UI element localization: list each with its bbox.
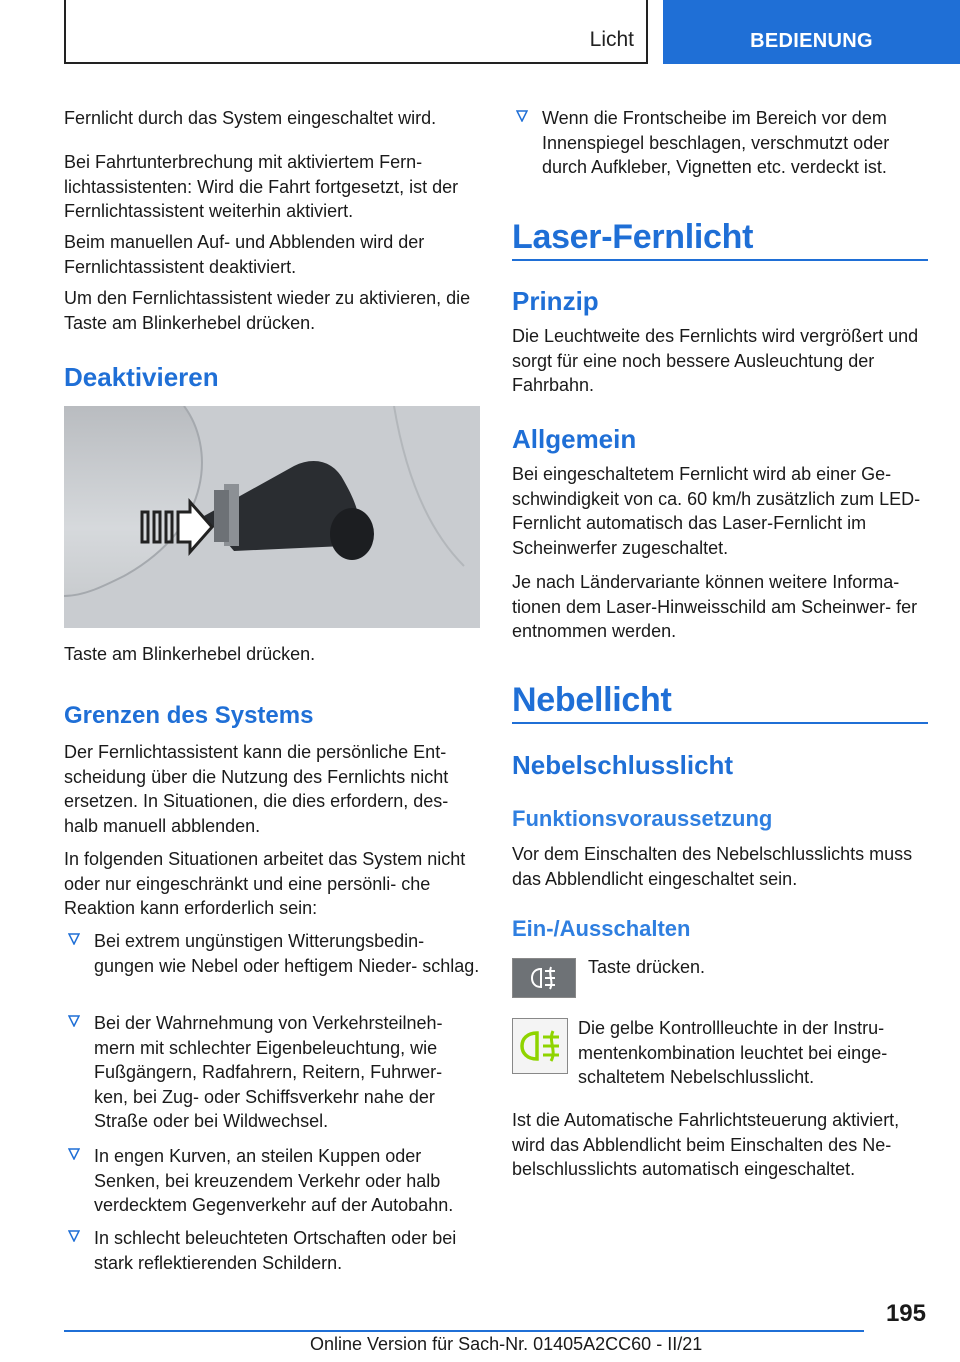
paragraph: Bei eingeschaltetem Fernlicht wird ab einer Ge- schwindigkeit von ca. 60 km/h zusätzlich zum LED-Fernlicht automatisch das Laser-Fernlicht im Scheinwerfer zugeschaltet. xyxy=(512,464,921,558)
bullet-triangle-icon xyxy=(68,933,80,945)
paragraph: Vor dem Einschalten des Nebelschlusslichts muss das Abblendlicht eingeschaltet sein. xyxy=(512,844,913,889)
heading-ein-ausschalten: Ein-/Ausschalten xyxy=(512,916,691,941)
heading-prinzip: Prinzip xyxy=(512,286,599,316)
heading-laser-fernlicht: Laser-Fernlicht xyxy=(512,218,754,256)
footer-online-version: Online Version für Sach-Nr. 01405A2CC60 - II/21 xyxy=(310,1334,703,1354)
bullet-triangle-icon xyxy=(68,1148,80,1160)
list-item-text: Bei extrem ungünstigen Witterungsbedin- gungen wie Nebel oder heftigem Nieder- schlag. xyxy=(94,931,480,976)
list-item-text: Wenn die Frontscheibe im Bereich vor dem Innenspiegel beschlagen, verschmutzt oder durch Aufkleber, Vignetten etc. verdeckt ist. xyxy=(542,108,890,177)
heading-rule xyxy=(512,722,928,724)
heading-allgemein: Allgemein xyxy=(512,424,637,454)
paragraph: Die gelbe Kontrollleuchte in der Instru- mentenkombination leuchtet bei einge- schaltetem Nebelschlusslicht. xyxy=(578,1018,888,1087)
paragraph: Um den Fernlichtassistent wieder zu aktivieren, die Taste am Blinkerhebel drücken. xyxy=(64,288,471,333)
list-item-text: In engen Kurven, an steilen Kuppen oder Senken, bei kreuzendem Verkehr oder halb verdecktem Gegenverkehr auf der Autobahn. xyxy=(94,1146,454,1215)
bullet-triangle-icon xyxy=(68,1015,80,1027)
heading-nebelschlusslicht: Nebelschlusslicht xyxy=(512,750,734,780)
list-item-text: Bei der Wahrnehmung von Verkehrsteilneh- mern mit schlechter Eigenbeleuchtung, wie Fußgängern, Radfahrern, Reitern, Fuhrwer- ken, bei Zug- oder Schiffsverkehr nahe der Straße oder bei Wildwechsel. xyxy=(94,1013,443,1131)
fog-indicator-icon xyxy=(512,1018,568,1074)
bullet-triangle-icon xyxy=(68,1230,80,1242)
lever-drawing xyxy=(64,406,480,628)
paragraph: Beim manuellen Auf- und Abblenden wird der Fernlichtassistent deaktiviert. xyxy=(64,232,425,277)
paragraph: Fernlicht durch das System eingeschaltet wird. xyxy=(64,108,437,128)
list-item-text: In schlecht beleuchteten Ortschaften oder bei stark reflektierenden Schildern. xyxy=(94,1228,457,1273)
heading-rule xyxy=(512,259,928,261)
paragraph: Bei Fahrtunterbrechung mit aktiviertem Fern- lichtassistenten: Wird die Fahrt fortgesetzt, ist der Fernlichtassistent weiterhin aktiviert. xyxy=(64,152,459,221)
list-item xyxy=(64,1011,480,1134)
paragraph: In folgenden Situationen arbeitet das System nicht oder nur eingeschränkt und eine persönli- che Reaktion kann erforderlich sein: xyxy=(64,849,466,918)
heading-nebellicht: Nebellicht xyxy=(512,681,672,719)
list-item xyxy=(512,106,928,180)
paragraph: Ist die Automatische Fahrlichtsteuerung aktiviert, wird das Abblendlicht beim Einschalten des Ne- belschlusslichts automatisch eingeschaltet. xyxy=(512,1110,900,1179)
list-item xyxy=(64,929,480,978)
paragraph: Je nach Ländervariante können weitere Informa- tionen dem Laser-Hinweisschild am Scheinwer- fer entnommen werden. xyxy=(512,572,918,641)
list-item xyxy=(64,1226,480,1275)
header-section-title: Licht xyxy=(589,28,634,51)
blinker-lever-illustration xyxy=(64,406,480,628)
paragraph: Der Fernlichtassistent kann die persönliche Ent- scheidung über die Nutzung des Fernlichts nicht ersetzen. In Situationen, die dies erfordern, des- halb manuell abblenden. xyxy=(64,742,449,836)
fog-light-button-icon xyxy=(512,958,576,998)
paragraph: Die Leuchtweite des Fernlichts wird vergrößert und sorgt für eine noch bessere Ausleuchtung der Fahrbahn. xyxy=(512,326,919,395)
page-number: 195 xyxy=(885,1300,926,1327)
header-chapter-tab: BEDIENUNG xyxy=(663,0,960,64)
image-caption: Taste am Blinkerhebel drücken. xyxy=(64,644,316,664)
heading-deaktivieren: Deaktivieren xyxy=(64,362,219,392)
header-section-box xyxy=(64,0,648,64)
heading-grenzen: Grenzen des Systems xyxy=(64,702,314,729)
bullet-triangle-icon xyxy=(516,110,528,122)
paragraph: Taste drücken. xyxy=(588,957,706,977)
heading-funktionsvoraussetzung: Funktionsvoraussetzung xyxy=(512,806,773,831)
footer-rule xyxy=(64,1330,864,1332)
list-item xyxy=(64,1144,480,1218)
